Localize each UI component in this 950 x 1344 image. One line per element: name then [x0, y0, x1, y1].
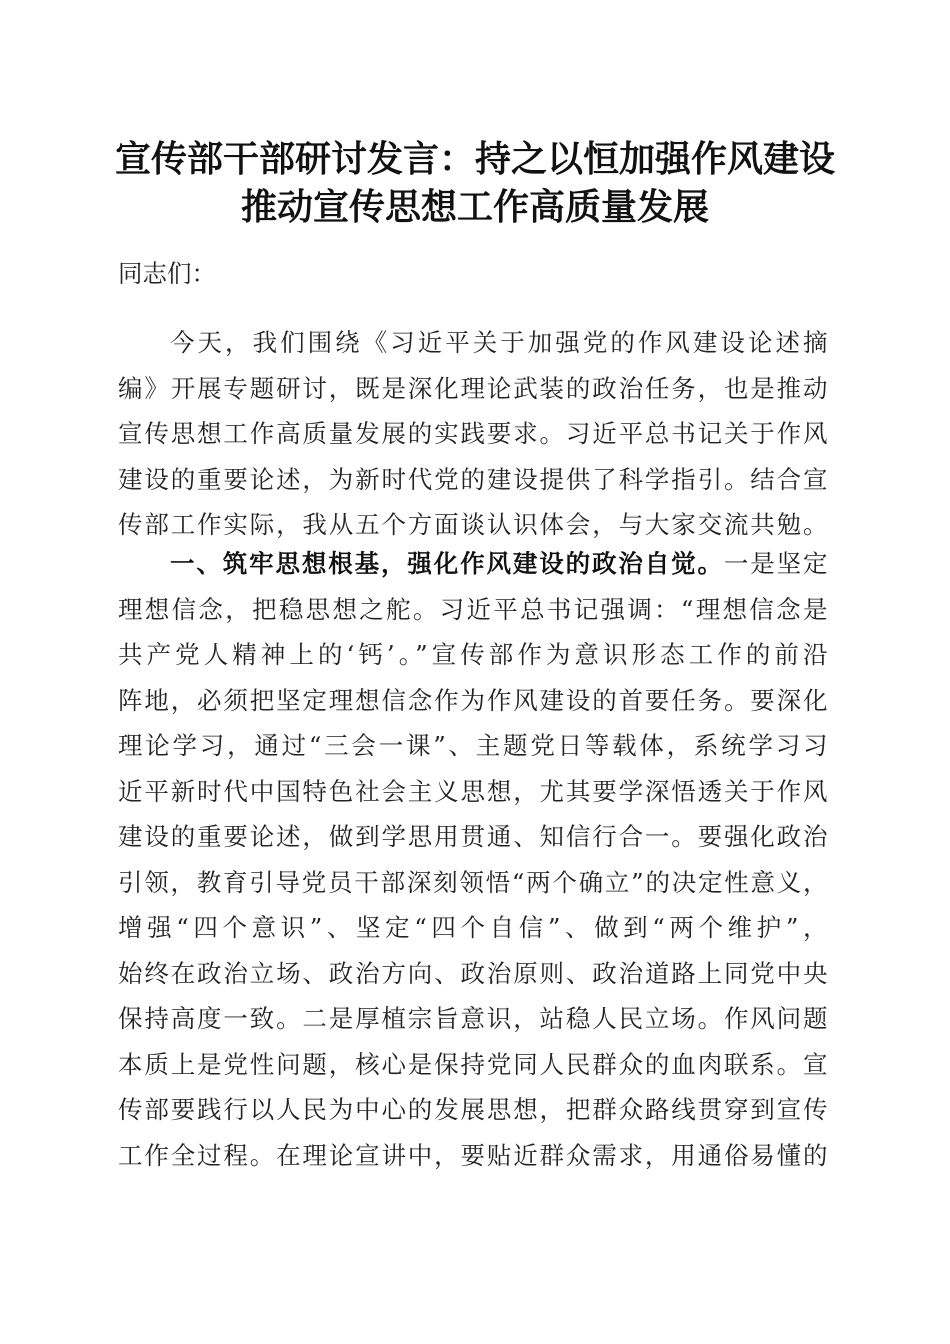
- paragraph-line: 始终在政治立场、政治方向、政治原则、政治道路上同党中央: [118, 958, 828, 988]
- paragraph-line: 建设的重要论述，做到学思用贯通、知信行合一。要强化政治: [118, 822, 828, 851]
- greeting: 同志们：: [118, 259, 216, 288]
- section-heading: 一、筑牢思想根基，强化作风建设的政治自觉。: [170, 549, 724, 578]
- paragraph-introduction: [118, 320, 828, 548]
- paragraph-line: 近平新时代中国特色社会主义思想，尤其要学深悟透关于作风: [118, 776, 828, 806]
- document-title-line-1: 宣传部干部研讨发言：持之以恒加强作风建设: [114, 138, 835, 180]
- paragraph-line: 保持高度一致。二是厚植宗旨意识，站稳人民立场。作风问题: [118, 1004, 828, 1033]
- paragraph-line: 编》开展专题研讨，既是深化理论武装的政治任务，也是推动: [118, 373, 828, 403]
- paragraph-line: 共产党人精神上的‘钙’。”宣传部作为意识形态工作的前沿: [118, 640, 828, 669]
- paragraph-line: 今天，我们围绕《习近平关于加强党的作风建设论述摘: [170, 328, 828, 357]
- paragraph-line: 理想信念，把稳思想之舵。习近平总书记强调：“理想信念是: [118, 594, 828, 624]
- paragraph-line: 理论学习，通过“三会一课”、主题党日等载体，系统学习习: [118, 731, 828, 760]
- paragraph-line: 增强“四个意识”、坚定“四个自信”、做到“两个维护”，: [118, 913, 828, 942]
- paragraph-line: 引领，教育引导党员干部深刻领悟“两个确立”的决定性意义，: [118, 867, 828, 897]
- document-title-line-2: 推动宣传思想工作高质量发展: [240, 186, 709, 228]
- paragraph-line: [118, 541, 828, 587]
- paragraph-line: 建设的重要论述，为新时代党的建设提供了科学指引。结合宣: [118, 464, 828, 494]
- paragraph-line: 阵地，必须把坚定理想信念作为作风建设的首要任务。要深化: [118, 685, 828, 715]
- paragraph-line: 本质上是党性问题，核心是保持党同人民群众的血肉联系。宣: [118, 1049, 828, 1079]
- paragraph-text: 一是坚定: [723, 549, 828, 578]
- paragraph-line: 工作全过程。在理论宣讲中，要贴近群众需求，用通俗易懂的: [118, 1140, 828, 1170]
- paragraph-line: 传部工作实际，我从五个方面谈认识体会，与大家交流共勉。: [118, 510, 828, 539]
- paragraph-line: 宣传思想工作高质量发展的实践要求。习近平总书记关于作风: [118, 419, 828, 448]
- paragraph-section-one: [118, 541, 828, 1178]
- paragraph-line: 传部要践行以人民为中心的发展思想，把群众路线贯穿到宣传: [118, 1095, 828, 1124]
